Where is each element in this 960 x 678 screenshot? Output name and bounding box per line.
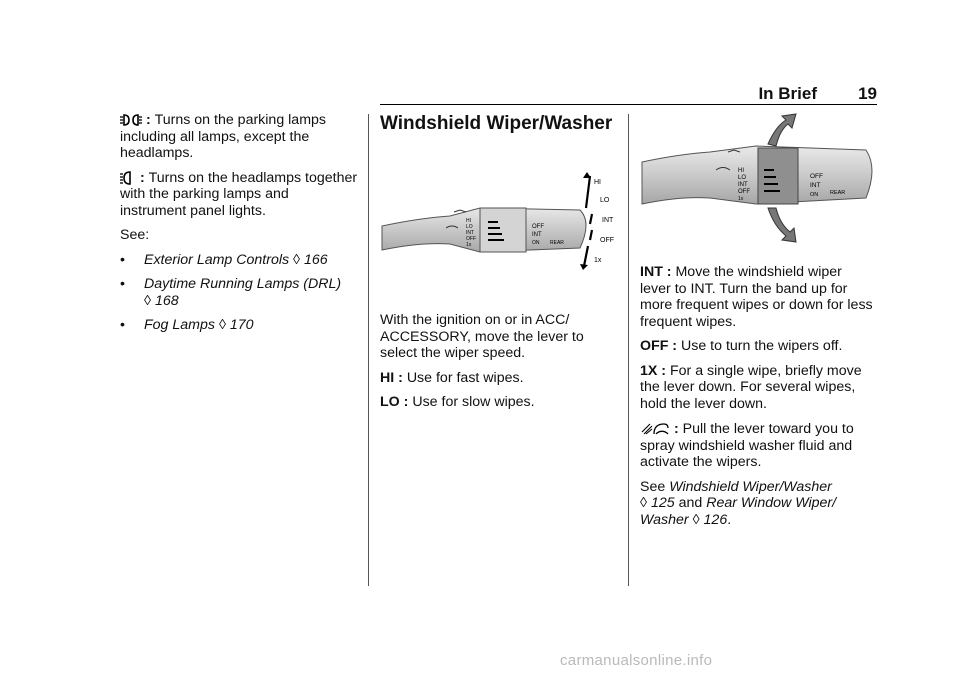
column-middle <box>380 112 616 419</box>
position-label-lo: LO <box>600 197 610 204</box>
rear-label-off: OFF <box>810 173 823 180</box>
reference-link[interactable]: Windshield Wiper/Washer <box>669 478 832 495</box>
reference-item: • Exterior Lamp Controls ◊ 166 <box>120 251 328 268</box>
wiper-lever-figure <box>380 166 616 276</box>
reference-item: • Daytime Running Lamps (DRL) ◊ 168 <box>120 276 342 309</box>
band-label-off: OFF <box>738 189 750 195</box>
rear-label-on: ON <box>532 240 540 246</box>
parking-lamp-desc: Turns on the parking lamps including all lamps, except the headlamps. <box>120 112 326 161</box>
column-divider <box>628 114 629 586</box>
page-ref-icon: ◊ <box>640 495 648 511</box>
rotate-down-arrow-icon <box>768 208 796 242</box>
arrow-up-icon <box>583 172 591 178</box>
rear-label-int: INT <box>532 232 542 238</box>
band-label-1x: 1x <box>738 196 744 202</box>
see-also-entry: See Windshield Wiper/Washer ◊ 125 and Rear Window Wiper/ Washer ◊ 126. <box>640 478 837 528</box>
lo-entry: LO : Use for slow wipes. <box>380 394 535 410</box>
column-divider <box>368 114 369 586</box>
position-label-1x: 1x <box>594 257 602 264</box>
column-left <box>120 112 358 342</box>
rear-label-off: OFF <box>532 224 544 230</box>
position-label-int: INT <box>602 217 614 224</box>
wiper-band-figure <box>640 112 876 246</box>
washer-spray-icon <box>640 420 670 436</box>
parking-lamp-icon <box>120 113 142 127</box>
page-ref-icon: ◊ <box>144 292 152 309</box>
hi-entry: HI : Use for fast wipes. <box>380 369 524 386</box>
1x-entry: 1X : For a single wipe, briefly move the lever down. For several wipes, hold the lever down. <box>640 362 862 412</box>
rotate-up-arrow-icon <box>768 114 796 146</box>
off-entry: OFF : Use to turn the wipers off. <box>640 338 843 354</box>
rear-label-int: INT <box>810 182 821 189</box>
lever-label-int: INT <box>466 230 475 236</box>
headlamp-desc: Turns on the headlamps together with the parking lamps and instrument panel lights. <box>120 169 358 219</box>
position-label-hi: HI <box>594 179 601 186</box>
washer-icon <box>454 210 466 212</box>
headlamp-icon <box>120 171 136 185</box>
headlamp-entry: : Turns on the headlamps together with the parking lamps and instrument panel lights. <box>120 169 358 219</box>
position-label-off: OFF <box>600 237 614 244</box>
rear-label-rear: REAR <box>830 190 846 196</box>
page-number: 19 <box>858 84 877 103</box>
column-right <box>640 112 876 536</box>
lever-label-lo: LO <box>466 224 473 230</box>
washer-entry: : Pull the lever toward you to spray windshield washer fluid and activate the wipers. <box>640 421 854 470</box>
page-ref-icon: ◊ <box>293 251 301 268</box>
lever-label-off: OFF <box>466 236 476 242</box>
section-heading: Windshield Wiper/Washer <box>380 113 613 134</box>
int-entry: INT : Move the windshield wiper lever to INT. Turn the band up for more frequent wipes or down for less frequent wipes. <box>640 264 873 330</box>
parking-lamp-entry: : Turns on the parking lamps including all lamps, except the headlamps. <box>120 112 326 161</box>
arrow-down-icon <box>580 264 588 270</box>
rear-label-on: ON <box>810 192 819 198</box>
reference-item: • Fog Lamps ◊ 170 <box>120 317 254 333</box>
band-label-int: INT <box>738 182 748 188</box>
band-label-hi: HI <box>738 168 744 174</box>
lever-label-hi: HI <box>466 218 471 224</box>
page-ref-icon: ◊ <box>692 511 700 528</box>
band-label-lo: LO <box>738 175 747 181</box>
see-label: See: <box>120 227 150 243</box>
reference-link[interactable]: Fog Lamps <box>144 317 215 333</box>
reference-link[interactable]: Exterior Lamp Controls <box>144 251 290 268</box>
reference-link[interactable]: Daytime Running Lamps (DRL) <box>144 276 342 292</box>
page-header <box>380 84 877 105</box>
section-title: In Brief <box>758 84 817 103</box>
wiper-intro: With the ignition on or in ACC/ ACCESSORY, move the lever to select the wiper speed. <box>380 312 584 361</box>
rear-label-rear: REAR <box>550 240 564 246</box>
lever-label-1x: 1x <box>466 242 472 248</box>
reference-link[interactable]: Rear Window Wiper/ Washer <box>640 495 837 528</box>
watermark: carmanualsonline.info <box>560 652 713 669</box>
page-ref-icon: ◊ <box>218 317 226 333</box>
